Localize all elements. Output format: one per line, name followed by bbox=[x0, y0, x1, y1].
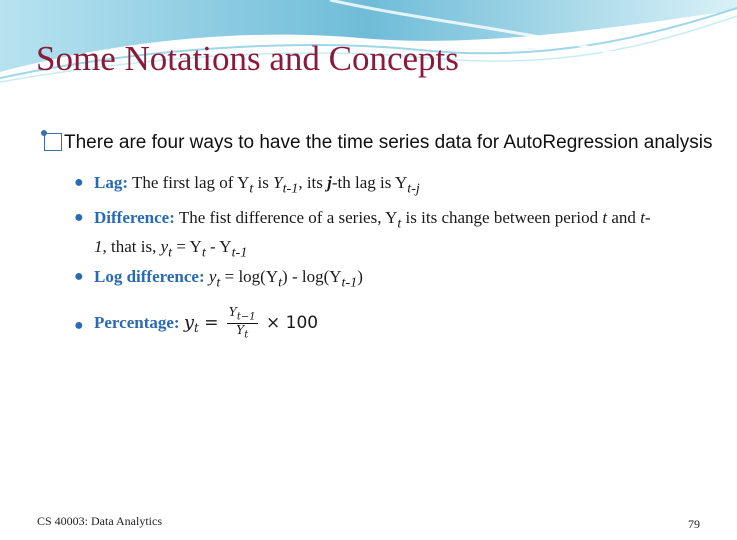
log-y: y bbox=[208, 267, 217, 286]
lag-text-2: , its bbox=[298, 173, 328, 192]
diff-eqmid: = Y bbox=[172, 237, 202, 257]
term-lag: Lag: bbox=[94, 173, 128, 192]
page-number: 79 bbox=[688, 517, 700, 531]
diff-t: t bbox=[602, 208, 608, 227]
pct-times: × 100 bbox=[260, 312, 319, 333]
pct-denominator bbox=[227, 324, 258, 341]
lag-text-1: The first lag of Y bbox=[131, 173, 250, 192]
lag-sub-tj: t-j bbox=[407, 180, 420, 197]
log-Y-sub: t bbox=[278, 274, 283, 291]
diff-y-sub: t bbox=[168, 244, 173, 261]
list-item-lag: ● Lag: The first lag of $Y_t$ is $Y_{t-1}$, its j-th lag is $Y_{t-j}$ bbox=[74, 173, 420, 197]
lag-j: j bbox=[327, 173, 332, 192]
diff-sub-t: t bbox=[397, 215, 402, 232]
pct-den-sub: t bbox=[244, 329, 249, 341]
log-mid: = log(Y bbox=[220, 267, 279, 286]
pct-numerator bbox=[227, 306, 258, 324]
difference-text-2: is its change between period bbox=[401, 208, 603, 227]
bullet-dot-icon: ● bbox=[74, 268, 84, 285]
term-log-difference: Log difference: bbox=[94, 267, 205, 286]
log-Y-sub-t1: t-1 bbox=[341, 274, 358, 291]
list-item-percentage bbox=[74, 305, 319, 344]
main-bullet bbox=[44, 132, 712, 154]
log-close: ) bbox=[357, 267, 363, 286]
pct-den-Y: Y bbox=[236, 323, 245, 338]
bullet-dot-icon: ● bbox=[74, 209, 84, 226]
pct-y: y bbox=[183, 311, 195, 333]
main-bullet-text: There are four ways to have the time series data for AutoRegression analysis bbox=[64, 132, 713, 153]
pct-num-sub: t−1 bbox=[236, 311, 256, 323]
difference-text-1: The fist difference of a series, Y bbox=[178, 208, 398, 227]
lag-sub-t1: t-1 bbox=[282, 180, 299, 197]
bullet-dot-icon: ● bbox=[74, 174, 84, 191]
diff-Y-sub: t bbox=[201, 244, 206, 261]
pct-num-Y: Y bbox=[228, 305, 237, 319]
log-y-sub: t bbox=[216, 274, 221, 291]
list-item-difference bbox=[74, 206, 694, 265]
pct-eq: = bbox=[198, 312, 224, 333]
pct-fraction bbox=[227, 306, 258, 342]
list-item-log-difference bbox=[74, 265, 363, 294]
lag-sub-t: t bbox=[249, 180, 254, 197]
difference-text-3: , that is, bbox=[102, 237, 161, 257]
term-difference: Difference: bbox=[94, 208, 175, 227]
bullet-dot-icon: ● bbox=[74, 317, 84, 334]
diff-and: and bbox=[607, 208, 641, 227]
bullet-box-icon bbox=[44, 133, 62, 151]
pct-y-sub: t bbox=[194, 321, 199, 336]
lag-text-3: -th lag is Y bbox=[331, 173, 408, 192]
term-percentage: Percentage: bbox=[94, 312, 180, 332]
diff-one: 1 bbox=[94, 237, 103, 257]
diff-minus: - Y bbox=[205, 237, 232, 257]
diff-Y-sub-t1: t-1 bbox=[231, 244, 248, 261]
slide-title: Some Notations and Concepts bbox=[36, 39, 459, 78]
footer-course: CS 40003: Data Analytics bbox=[37, 514, 162, 528]
diff-y: y bbox=[160, 237, 169, 257]
log-end: ) - log(Y bbox=[282, 267, 342, 286]
diff-t-minus: t- bbox=[640, 208, 651, 227]
